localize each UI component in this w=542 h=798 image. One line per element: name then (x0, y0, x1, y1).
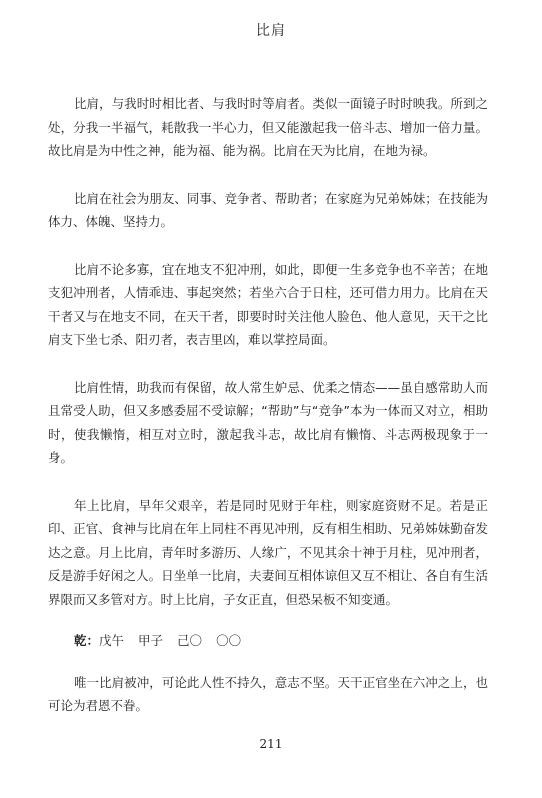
birth-chart-example (48, 629, 488, 653)
chart-hour-pillar: 〇〇 (216, 633, 242, 648)
page-title: 比肩 (256, 23, 286, 39)
chart-year-pillar: 戊午 (99, 633, 125, 648)
body-text (48, 92, 488, 718)
chart-gender-label: 乾： (74, 633, 100, 648)
paragraph-clash-rules: 比肩不论多寡，宜在地支不犯冲刑，如此，即便一生多竞争也不辛苦；在地支犯冲刑者，人情乖违、事起突然；若坐六合于日柱，还可借力用力。比肩在天干者又与在地支不同，在天干者，即要时时关注他人脸色、他人意见，天干之比肩支下坐七杀、阳刃者，表吉里凶，难以掌控局面。 (48, 261, 488, 347)
paragraph-temperament: 比肩性情，助我而有保留，故人常生妒忌、优柔之情态——虽自感常助人而且常受人助，但又多感委屈不受谅解；“帮助”与“竞争”本为一体而又对立，相助时，使我懒惰，相互对立时，激起我斗志，故比肩有懒惰、斗志两极现象于一身。 (48, 379, 488, 465)
paragraph-social-roles: 比肩在社会为朋友、同事、竞争者、帮助者；在家庭为兄弟姊妹；在技能为体力、体魄、坚持力。 (48, 190, 488, 229)
paragraph-definition: 比肩，与我时时相比者、与我时时等肩者。类似一面镜子时时映我。所到之处，分我一半福气，耗散我一半心力，但又能激起我一倍斗志、增加一倍力量。故比肩是为中性之神，能为福、能为祸。比肩在天为比肩，在地为禄。 (48, 96, 488, 158)
paragraph-pillar-positions: 年上比肩，早年父艰辛，若是同时见财于年柱，则家庭资财不足。若是正印、正官、食神与比肩在年上同柱不再见冲刑，反有相生相助、兄弟姊妹勤奋发达之意。月上比肩，青年时多游历、人缘广，不见其余十神于月柱，见冲刑者，反是游手好闲之人。日坐单一比肩，夫妻间互相体谅但又互不相让、各自有生活界限而又多管对方。时上比肩，子女正直，但恐呆板不知变通。 (48, 497, 488, 607)
paragraph-closing: 唯一比肩被冲，可论此人性不持久，意志不坚。天干正官坐在六冲之上，也可论为君恩不眷。 (48, 674, 488, 713)
chart-month-pillar: 甲子 (138, 633, 164, 648)
page-number: 211 (259, 737, 283, 751)
chart-day-pillar: 己〇 (177, 633, 203, 648)
